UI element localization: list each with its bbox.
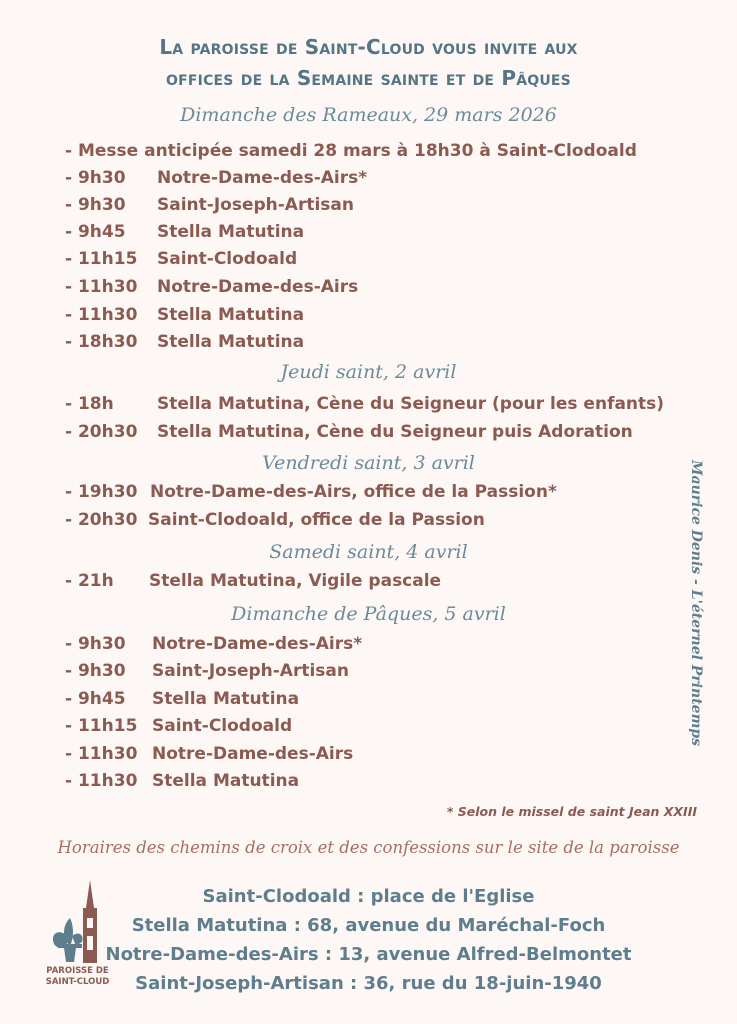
item-place: Stella Matutina bbox=[157, 332, 305, 352]
item-place: Stella Matutina, Cène du Seigneur puis Adoration bbox=[157, 422, 633, 442]
section-heading-paques: Dimanche de Pâques, 5 avril bbox=[231, 603, 506, 625]
info-banner: Horaires des chemins de croix et des confessions sur le site de la paroisse bbox=[57, 838, 680, 857]
list-item bbox=[65, 744, 354, 764]
list-item bbox=[65, 571, 442, 591]
address-line: Saint-Clodoald : place de l'Eglise bbox=[202, 886, 535, 907]
item-time: - 11h30 bbox=[65, 305, 138, 325]
title-line-1: La paroisse de Saint-Cloud vous invite aux bbox=[159, 35, 578, 59]
item-time: - 9h30 bbox=[65, 634, 126, 654]
address-line: Stella Matutina : 68, avenue du Maréchal-Foch bbox=[131, 915, 606, 936]
list-item bbox=[65, 689, 300, 709]
list-item bbox=[65, 249, 298, 269]
item-time: - 9h30 bbox=[65, 661, 126, 681]
address-line: Notre-Dame-des-Airs : 13, avenue Alfred-Belmontet bbox=[105, 944, 632, 965]
item-time: - 18h bbox=[65, 394, 114, 414]
item-time: - 9h30 bbox=[65, 195, 126, 215]
note-messe-anticipee: - Messe anticipée samedi 28 mars à 18h30 à Saint-Clodoald bbox=[65, 141, 637, 161]
list-item bbox=[65, 422, 633, 442]
item-place: Notre-Dame-des-Airs* bbox=[157, 168, 368, 188]
item-time: - 19h30 bbox=[65, 482, 138, 502]
footnote: * Selon le missel de saint Jean XXIII bbox=[446, 804, 697, 819]
artwork-credit: Maurice Denis - L'éternel Printemps bbox=[688, 460, 704, 747]
item-time: - 18h30 bbox=[65, 332, 138, 352]
page-title bbox=[0, 32, 737, 94]
item-time: - 11h30 bbox=[65, 277, 138, 297]
item-place: Stella Matutina bbox=[157, 305, 305, 325]
item-place: Stella Matutina, Cène du Seigneur (pour les enfants) bbox=[157, 394, 665, 414]
item-place: Saint-Joseph-Artisan bbox=[157, 195, 354, 215]
section-heading-rameaux: Dimanche des Rameaux, 29 mars 2026 bbox=[180, 104, 557, 126]
address-line: Saint-Joseph-Artisan : 36, rue du 18-juin-1940 bbox=[135, 973, 602, 994]
item-time: - 11h30 bbox=[65, 744, 138, 764]
item-place: Notre-Dame-des-Airs bbox=[152, 744, 354, 764]
logo-line-1: PAROISSE DE bbox=[46, 966, 109, 976]
item-time: - 9h45 bbox=[65, 689, 126, 709]
item-time: - 20h30 bbox=[65, 510, 138, 530]
item-time: - 9h30 bbox=[65, 168, 126, 188]
list-item bbox=[65, 771, 300, 791]
list-item bbox=[65, 222, 305, 242]
item-place: Saint-Clodoald bbox=[152, 716, 293, 736]
item-place: Saint-Clodoald bbox=[157, 249, 298, 269]
logo-text bbox=[30, 966, 125, 988]
item-time: - 11h15 bbox=[65, 249, 138, 269]
item-place: Saint-Clodoald, office de la Passion bbox=[148, 510, 485, 530]
list-item bbox=[65, 305, 305, 325]
item-place: Notre-Dame-des-Airs* bbox=[152, 634, 363, 654]
logo-line-2: SAINT-CLOUD bbox=[45, 977, 110, 987]
list-item bbox=[65, 332, 305, 352]
item-place: Stella Matutina bbox=[157, 222, 305, 242]
list-item bbox=[65, 394, 665, 414]
item-place: Stella Matutina bbox=[152, 771, 300, 791]
item-time: - 21h bbox=[65, 571, 114, 591]
section-heading-vendredi-saint: Vendredi saint, 3 avril bbox=[262, 452, 475, 474]
item-time: - 11h30 bbox=[65, 771, 138, 791]
section-heading-jeudi-saint: Jeudi saint, 2 avril bbox=[280, 361, 457, 383]
item-place: Stella Matutina bbox=[152, 689, 300, 709]
title-line-2: offices de la Semaine sainte et de Pâques bbox=[166, 66, 571, 90]
item-time: - 9h45 bbox=[65, 222, 126, 242]
section-heading-samedi-saint: Samedi saint, 4 avril bbox=[269, 541, 468, 563]
list-item bbox=[65, 510, 485, 530]
item-place: Notre-Dame-des-Airs bbox=[157, 277, 359, 297]
list-item bbox=[65, 195, 354, 215]
list-item bbox=[65, 482, 557, 502]
list-item bbox=[65, 168, 368, 188]
item-time: - 20h30 bbox=[65, 422, 138, 442]
item-place: Stella Matutina, Vigile pascale bbox=[149, 571, 442, 591]
list-item bbox=[65, 634, 363, 654]
list-item bbox=[65, 716, 293, 736]
item-place: Notre-Dame-des-Airs, office de la Passion* bbox=[150, 482, 557, 502]
item-place: Saint-Joseph-Artisan bbox=[152, 661, 349, 681]
list-item bbox=[65, 277, 359, 297]
list-item bbox=[65, 661, 349, 681]
item-time: - 11h15 bbox=[65, 716, 138, 736]
